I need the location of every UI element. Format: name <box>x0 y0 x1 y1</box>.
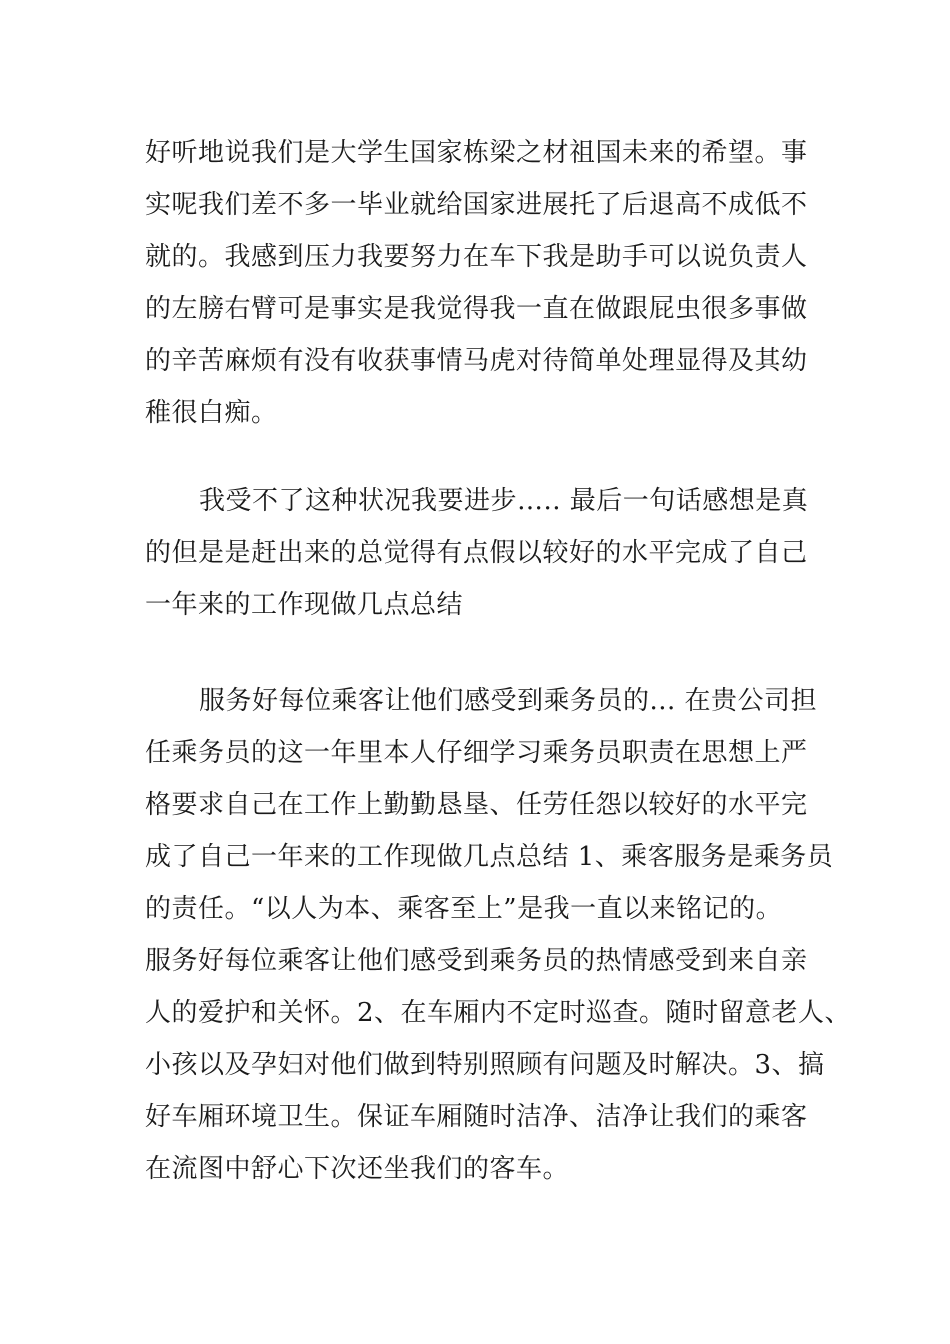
paragraph-2 <box>145 475 815 631</box>
text-line: 的辛苦麻烦有没有收获事情马虎对待简单处理显得及其幼 <box>145 346 808 376</box>
text-line: 格要求自己在工作上勤勤恳垦、任劳任怨以较好的水平完 <box>145 790 808 820</box>
text-line: 的左膀右臂可是事实是我觉得我一直在做跟屁虫很多事做 <box>145 294 808 324</box>
text-line: 一年来的工作现做几点总结 <box>145 590 464 620</box>
text-line: 稚很白痴。 <box>145 398 278 428</box>
text-line: 小孩以及孕妇对他们做到特别照顾有问题及时解决。3、搞 <box>145 1050 825 1080</box>
text-line: 人的爱护和关怀。2、在车厢内不定时巡查。随时留意老人、 <box>145 998 852 1028</box>
text-line: 就的。我感到压力我要努力在车下我是助手可以说负责人 <box>145 242 808 272</box>
text-line: 好车厢环境卫生。保证车厢随时洁净、洁净让我们的乘客 <box>145 1102 808 1132</box>
text-line: 好听地说我们是大学生国家栋梁之材祖国未来的希望。事 <box>145 138 808 168</box>
text-line: 任乘务员的这一年里本人仔细学习乘务员职责在思想上严 <box>145 738 808 768</box>
text-line: 我受不了这种状况我要进步….. 最后一句话感想是真 <box>199 486 809 516</box>
text-line: 成了自己一年来的工作现做几点总结 1、乘客服务是乘务员 <box>145 842 834 872</box>
text-line: 服务好每位乘客让他们感受到乘务员的... 在贵公司担 <box>199 686 818 716</box>
paragraph-3 <box>145 675 852 1195</box>
text-line: 的但是是赶出来的总觉得有点假以较好的水平完成了自己 <box>145 538 808 568</box>
text-line: 服务好每位乘客让他们感受到乘务员的热情感受到来自亲 <box>145 946 808 976</box>
text-line: 在流图中舒心下次还坐我们的客车。 <box>145 1154 570 1184</box>
paragraph-1 <box>145 127 815 439</box>
text-line: 的责任。“以人为本、乘客至上”是我一直以来铭记的。 <box>145 894 783 924</box>
text-line: 实呢我们差不多一毕业就给国家进展托了后退高不成低不 <box>145 190 808 220</box>
